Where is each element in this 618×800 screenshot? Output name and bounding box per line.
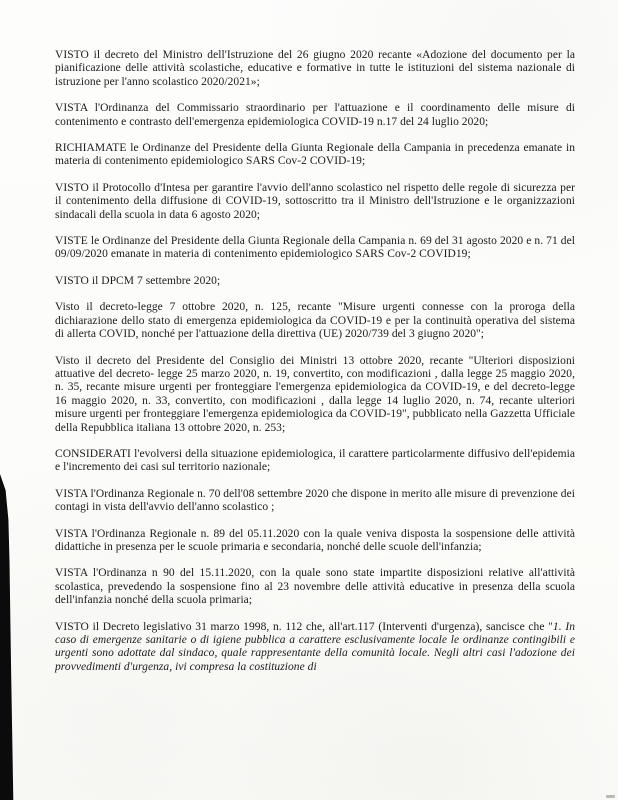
paragraph-quoted-law-text: 1. In caso di emergenze sanitarie o di igiene pubblica a carattere esclusivamente locale le ordinanze contingibili e urgenti sono adottate dal sindaco, quale rappresentante della comunità locale. Negli altri casi l'adozione dei provvedimenti d'urgenza, ivi compresa la costituzione di bbox=[55, 620, 575, 673]
paragraph-vista-ordinanza-90: VISTA l'Ordinanza n 90 del 15.11.2020, con la quale sono state impartite disposizioni relative all'attività scolastica, prevedendo la sospensione fino al 23 novembre delle attività educative in presenza della scuola dell'infanzia nonché della scuola primaria; bbox=[55, 567, 575, 607]
paragraph-lead-text: VISTO il Decreto legislativo 31 marzo 1998, n. 112 che, all'art.117 (Interventi d'urgenza), sancisce che " bbox=[55, 620, 553, 633]
paragraph-visto-dpcm-13-ottobre: Visto il decreto del Presidente del Consiglio dei Ministri 13 ottobre 2020, recante "Ulteriori disposizioni attuative del decreto- legge 25 marzo 2020, n. 19, convertito, con modificazioni , dalla legge 25 maggio 2020, n. 35, recante misure urgenti per fronteggiare l'emergenza epidemiologica da COVID-19, e del decreto-legge 16 maggio 2020, n. 33, convertito, con modificazioni , dalla legge 14 luglio 2020, n. 74, recante ulteriori misure urgenti per fronteggiare l'emergenza epidemiologica da COVID-19", pubblicato nella Gazzetta Ufficiale della Repubblica italiana 13 ottobre 2020, n. 253; bbox=[55, 354, 575, 434]
paragraph-vista-ordinanza-70: VISTA l'Ordinanza Regionale n. 70 dell'08 settembre 2020 che dispone in merito alle misure di prevenzione dei contagi in vista dell'avvio dell'anno scolastico ; bbox=[55, 487, 575, 514]
paragraph-visto-decreto-istruzione: VISTO il decreto del Ministro dell'Istruzione del 26 giugno 2020 recante «Adozione del documento per la pianificazione delle attività scolastiche, educative e formative in tutte le istituzioni del sistema nazionale di istruzione per l'anno scolastico 2020/2021»; bbox=[55, 49, 575, 88]
scan-edge-artifact bbox=[0, 474, 14, 800]
paragraph-richiamate-ordinanze: RICHIAMATE le Ordinanze del Presidente della Giunta Regionale della Campania in precedenza emanate in materia di contenimento epidemiologico SARS Cov-2 COVID-19; bbox=[55, 142, 575, 168]
paragraph-visto-dl-125: Visto il decreto-legge 7 ottobre 2020, n. 125, recante "Misure urgenti connesse con la proroga della dichiarazione dello stato di emergenza epidemiologica da COVID-19 e per la continuità operativa del sistema di allerta COVID, nonché per l'attuazione della direttiva (UE) 2020/739 del 3 giugno 2020"; bbox=[55, 301, 575, 341]
scan-corner-mark bbox=[606, 795, 615, 798]
document-body bbox=[55, 49, 575, 687]
paragraph-visto-dpcm-7-settembre: VISTO il DPCM 7 settembre 2020; bbox=[55, 274, 221, 287]
paragraph-vista-ordinanza-commissario: VISTA l'Ordinanza del Commissario straordinario per l'attuazione e il coordinamento delle misure di contenimento e contrasto dell'emergenza epidemiologica COVID-19 n.17 del 24 luglio 2020; bbox=[55, 102, 575, 128]
paragraph-considerati-situazione: CONSIDERATI l'evolversi della situazione epidemiologica, il carattere particolarmente diffusivo dell'epidemia e l'incremento dei casi sul territorio nazionale; bbox=[55, 447, 575, 474]
paragraph-viste-ordinanze-69-71: VISTE le Ordinanze del Presidente della Giunta Regionale della Campania n. 69 del 31 agosto 2020 e n. 71 del 09/09/2020 emanate in materia di contenimento epidemiologico SARS Cov-2 COVID19; bbox=[55, 235, 575, 261]
paragraph-visto-protocollo-intesa: VISTO il Protocollo d'Intesa per garantire l'avvio dell'anno scolastico nel rispetto delle regole di sicurezza per il contenimento della diffusione di COVID-19, sottoscritto tra il Ministro dell'Istruzione e le organizzazioni sindacali della scuola in data 6 agosto 2020; bbox=[55, 181, 575, 221]
paragraph-visto-dlgs-112 bbox=[55, 621, 575, 675]
paragraph-vista-ordinanza-89: VISTA l'Ordinanza Regionale n. 89 del 05.11.2020 con la quale veniva disposta la sospensione delle attività didattiche in presenza per le scuole primaria e secondaria, nonché delle scuole dell'infanzia; bbox=[55, 527, 575, 553]
